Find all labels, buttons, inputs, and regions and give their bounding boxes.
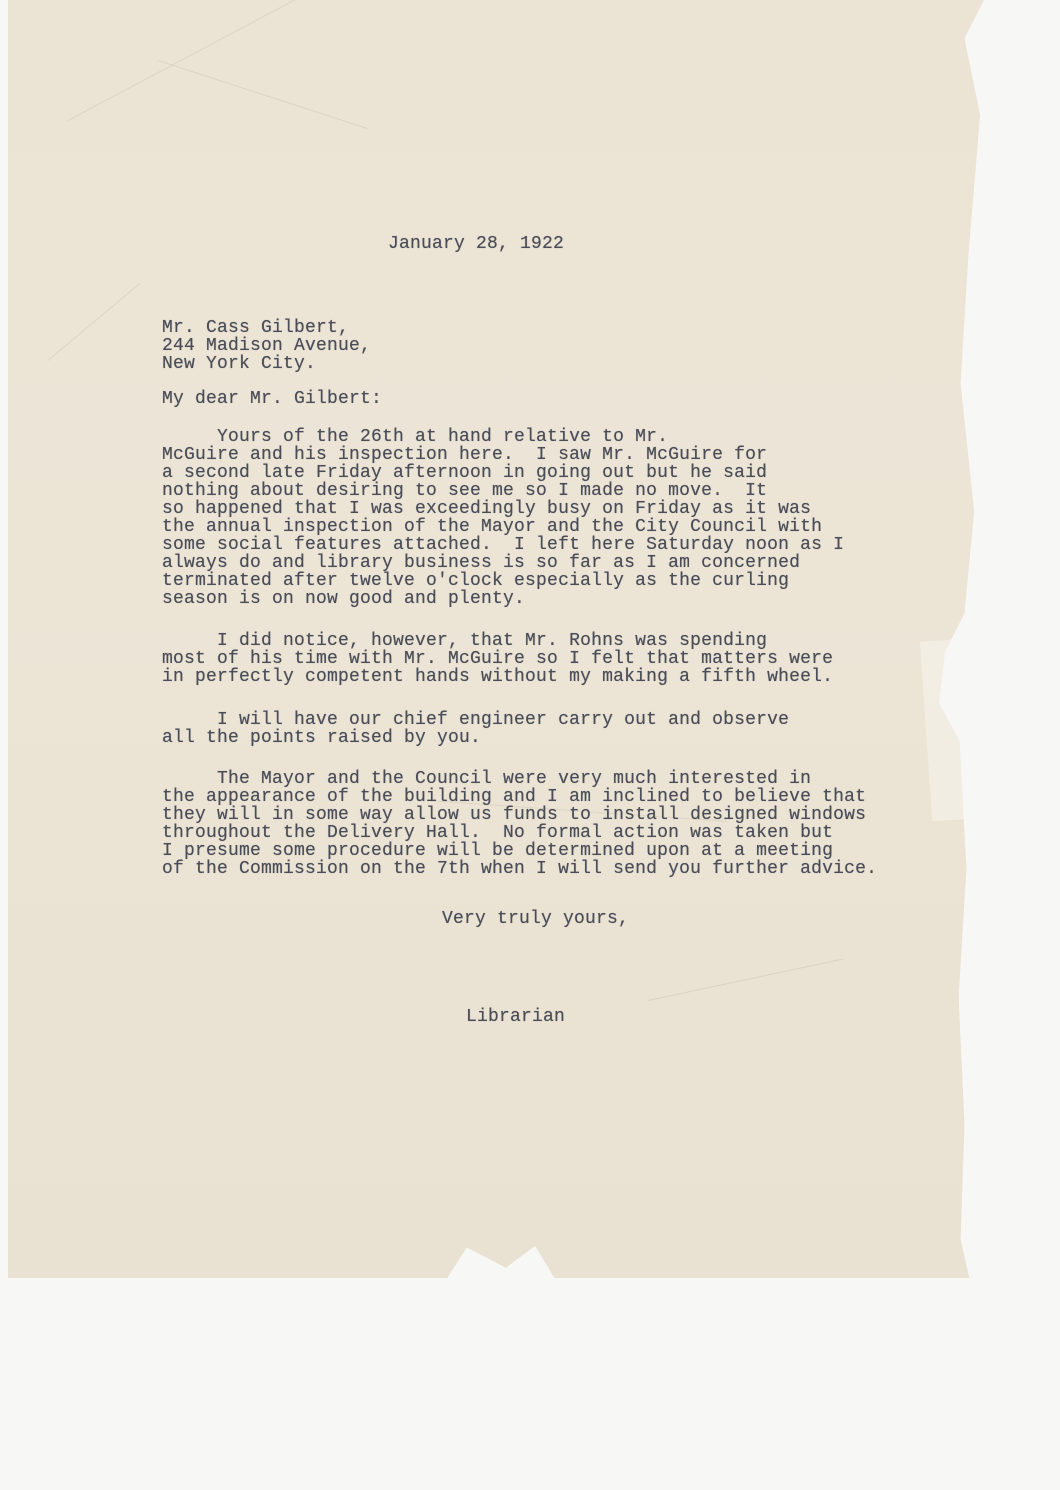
- body-line: nothing about desiring to see me so I made no move. It: [162, 481, 768, 501]
- body-line: I will have our chief engineer carry out and observe: [162, 710, 790, 730]
- address-line: Mr. Cass Gilbert,: [162, 318, 350, 338]
- body-line: always do and library business is so far as I am concerned: [162, 553, 801, 573]
- body-line: some social features attached. I left here Saturday noon as I: [162, 535, 845, 555]
- body-line: the appearance of the building and I am inclined to believe that: [162, 787, 867, 807]
- body-line: so happened that I was exceedingly busy on Friday as it was: [162, 499, 812, 519]
- body-line: I presume some procedure will be determined upon at a meeting: [162, 841, 834, 861]
- body-line: most of his time with Mr. McGuire so I felt that matters were: [162, 649, 834, 669]
- letter-date: January 28, 1922: [388, 234, 565, 254]
- address-line: New York City.: [162, 354, 317, 374]
- body-line: of the Commission on the 7th when I will send you further advice.: [162, 859, 878, 879]
- address-line: 244 Madison Avenue,: [162, 336, 372, 356]
- body-line: McGuire and his inspection here. I saw Mr. McGuire for: [162, 445, 768, 465]
- salutation: My dear Mr. Gilbert:: [162, 389, 383, 409]
- body-line: The Mayor and the Council were very much interested in: [162, 769, 812, 789]
- body-line: terminated after twelve o'clock especially as the curling: [162, 571, 790, 591]
- body-line: season is on now good and plenty.: [162, 589, 526, 609]
- body-line: all the points raised by you.: [162, 728, 482, 748]
- body-line: I did notice, however, that Mr. Rohns was spending: [162, 631, 768, 651]
- body-line: throughout the Delivery Hall. No formal action was taken but: [162, 823, 834, 843]
- body-line: the annual inspection of the Mayor and the City Council with: [162, 517, 823, 537]
- body-line: they will in some way allow us funds to install designed windows: [162, 805, 867, 825]
- body-line: a second late Friday afternoon in going out but he said: [162, 463, 768, 483]
- body-line: in perfectly competent hands without my making a fifth wheel.: [162, 667, 834, 687]
- signature: Librarian: [466, 1007, 566, 1027]
- closing: Very truly yours,: [442, 909, 630, 929]
- body-line: Yours of the 26th at hand relative to Mr.: [162, 427, 669, 447]
